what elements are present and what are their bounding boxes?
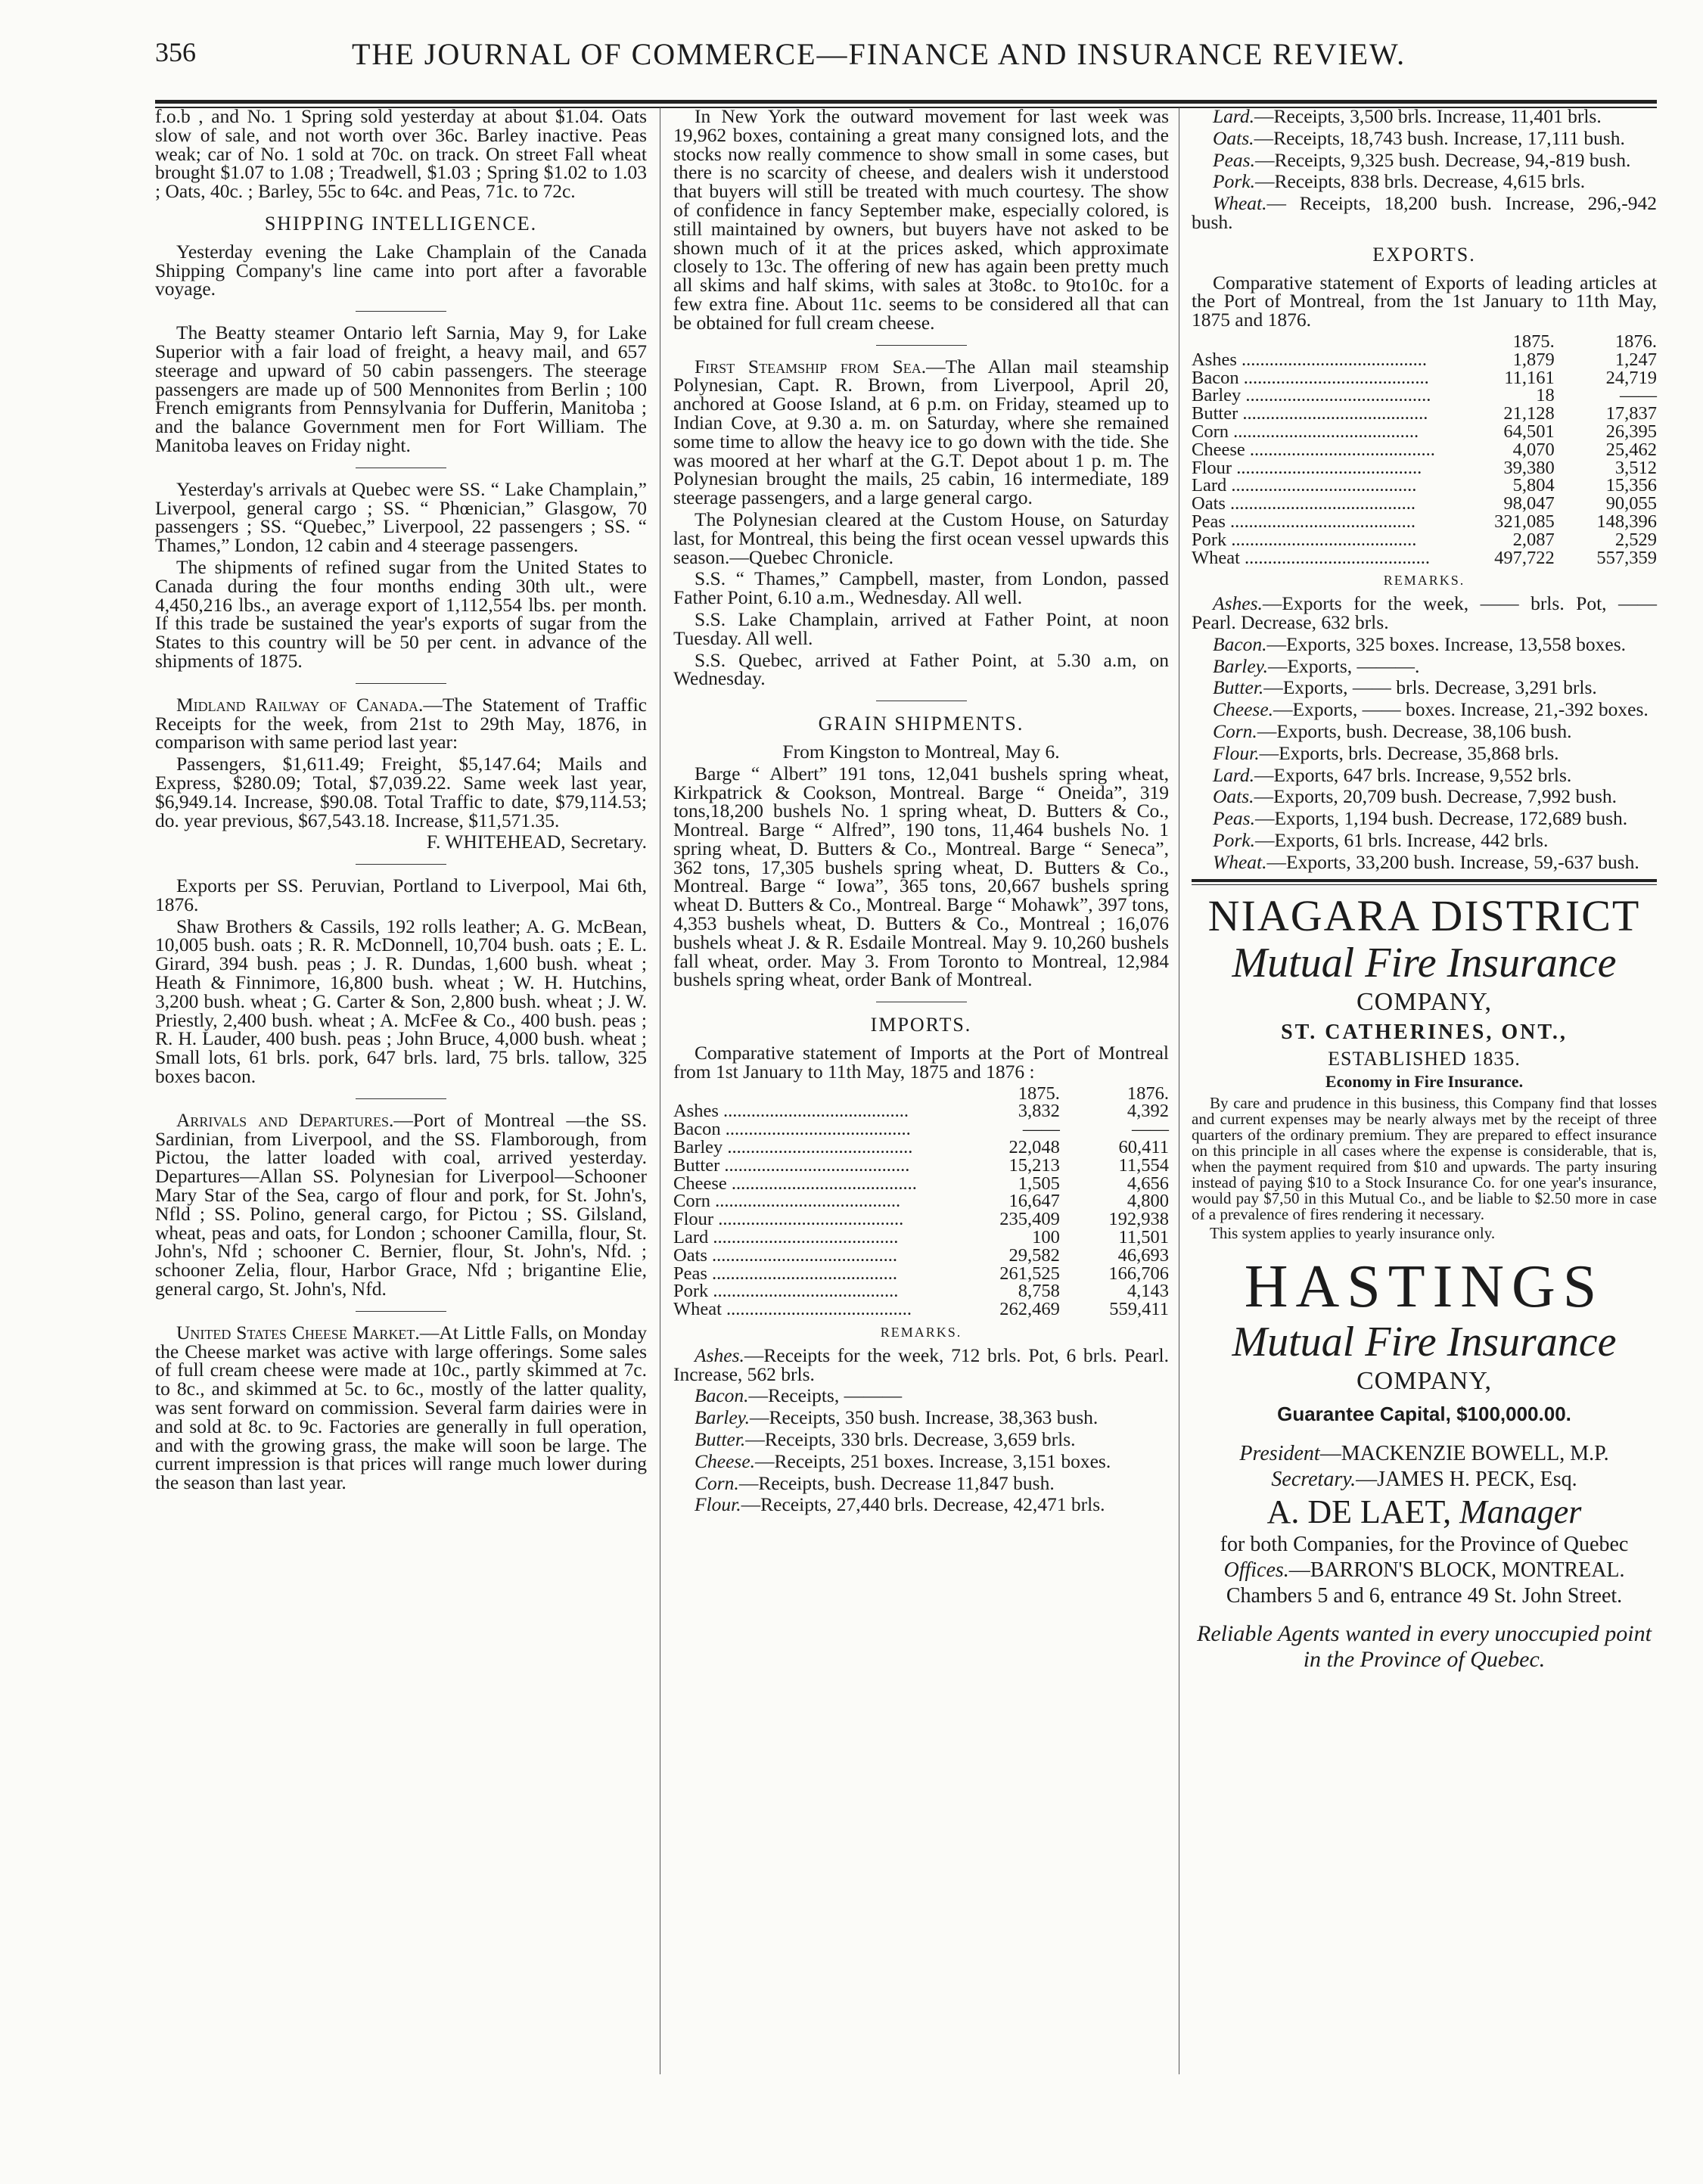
item-label: Butter ........................................ [673,1156,910,1175]
item-value: 4,656 [1127,1173,1169,1194]
remark-line [1192,676,1657,699]
item-value: 1,247 [1614,349,1657,370]
item-label: Butter ........................................ [1192,405,1428,423]
remark-text: —Exports, ———. [1267,654,1420,677]
divider [356,311,446,312]
remark-text: — Receipts, 18,200 bush. Increase, 296,-942 bush. [1192,192,1657,233]
grain-heading: GRAIN SHIPMENTS. [818,713,1024,735]
remark-text: —Exports, 61 brls. Increase, 442 brls. [1254,828,1549,851]
item-value: 21,128 [1503,403,1555,424]
remark-text: —Receipts, 3,500 brls. Increase, 11,401 brls. [1254,105,1602,127]
exports-table [1192,333,1657,567]
divider [356,683,446,684]
item-value: 39,380 [1503,457,1555,478]
remark-label: Bacon. [1213,632,1267,655]
remark-label: Cheese. [1213,698,1274,721]
manager-name: A. DE LAET, [1266,1493,1452,1531]
remark-text: —Exports, 20,709 bush. Decrease, 7,992 bush. [1254,785,1618,808]
remark-text: —Receipts, 838 brls. Decrease, 4,615 brls. [1254,170,1586,193]
niagara-established: ESTABLISHED 1835. [1328,1048,1521,1070]
year-header: 1876. [1614,331,1657,352]
remark-text: —Exports, brls. Decrease, 35,868 brls. [1259,741,1559,764]
remark-label: Ashes. [695,1344,744,1366]
remark-label: Oats. [1213,785,1254,808]
item-label: Pork ........................................ [673,1282,899,1301]
item-label: Barley ........................................ [1192,387,1431,405]
agents-wanted: Reliable Agents wanted in every unoccupied point in the Province of Quebec. [1197,1621,1652,1673]
remark-line [1192,632,1657,655]
remark-label: Ashes. [1213,592,1263,615]
item-value: 90,055 [1605,493,1657,514]
remark-label: Barley. [695,1406,750,1429]
remark-line [673,1428,1169,1450]
peruvian-para: Exports per SS. Peruvian, Portland to Liverpool, Mai 6th, 1876. [155,875,647,915]
remark-text: —Exports, —— boxes. Increase, 21,-392 boxes. [1273,698,1649,721]
hastings-script-title: Mutual Fire Insurance [1232,1319,1617,1366]
midland-para [155,693,647,753]
remark-text: —Exports for the week, —— brls. Pot, —— Pearl. Decrease, 632 brls. [1192,592,1657,633]
table-row [1192,351,1657,369]
cheese-lead: United States Cheese Market. [176,1321,420,1344]
quebec-para: S.S. Quebec, arrived at Father Point, at 5.30 a.m, on Wednesday. [673,648,1169,690]
sugar-para: The shipments of refined sugar from the United States to Canada during the four months ending 30th ult., were 4,450,216 lbs., an average export of 1,112,554 lbs. per month. If this trade be sustained the year's exports of sugar from the States to this country will be 50 per cent. in advance of the shipments of 1875. [155,555,647,672]
exports-heading: EXPORTS. [1372,243,1476,266]
remark-text: —Receipts, 330 brls. Decrease, 3,659 brls. [745,1428,1076,1450]
remark-label: Lard. [1213,763,1255,786]
remark-text: —Exports, —— brls. Decrease, 3,291 brls. [1263,676,1597,699]
item-value: 60,411 [1118,1137,1169,1158]
imports-table [673,1085,1169,1319]
arrivals-para [155,1108,647,1300]
remark-label: Bacon. [695,1384,749,1407]
item-label: Bacon ........................................ [673,1120,911,1139]
item-value: 3,512 [1614,457,1657,478]
column-2 [673,107,1169,1518]
item-label: Ashes ........................................ [1192,350,1428,369]
remark-label: Flour. [1213,741,1260,764]
table-row [673,1192,1169,1210]
item-value: 4,800 [1127,1191,1169,1212]
item-value: —— [1132,1119,1169,1140]
midland-text: —The Statement of Traffic Receipts for the week, from 21st to 29th May, 1876, in comparison with same period last year: [155,693,647,753]
ad-rule [1192,879,1657,885]
table-row [1192,405,1657,423]
hastings-title: HASTINGS [1244,1254,1605,1321]
steamship-lead: First Steamship from Sea. [695,355,927,377]
offices-label: Offices. [1223,1558,1289,1583]
offices-address: —BARRON'S BLOCK, MONTREAL. [1288,1558,1625,1583]
steamship-text: —The Allan mail steamship Polynesian, Capt. R. Brown, from Liverpool, April 20, anchored at Goose Island, at 6 p.m. on Friday, steamed up to Indian Cove, at 9.30 a. m. on Saturday, where she remained some time to allow the heavy ice to go down with the tide. She was moored at her wharf at the G.T. Depot about 1 p. m. The Polynesian brought the mails, 25 cabin, 16 intermediate, 189 steerage passengers, and a large general cargo. [673,355,1169,509]
arrivals-lead: Arrivals and Departures. [176,1108,394,1131]
manager-scope: for both Companies, for the Province of Quebec [1220,1533,1629,1557]
remark-text: —Receipts, 27,440 brls. Decrease, 42,471 brls. [741,1493,1105,1516]
niagara-note: This system applies to yearly insurance only. [1210,1224,1496,1243]
item-value: —— [1620,385,1657,406]
item-value: 557,359 [1596,547,1657,568]
niagara-body: By care and prudence in this business, this Company find that losses and current expenses may be nearly always met by the receipt of three quarters of the ordinary premium. They are prepared to effect insurance on this principle in all cases where the expense is considerable, that is, when the payment required from $10 and upwards. The party insuring instead of paying $10 to a Stock Insurance Co. for one year's insurance, would pay $7,50 in this Mutual Co., and be liable to $2.50 more in case of a prevalence of fires rendering it necessary. [1192,1094,1657,1224]
item-value: 4,143 [1127,1281,1169,1302]
remarks-heading: REMARKS. [1383,573,1465,589]
item-value: 2,529 [1614,529,1657,550]
table-row [1192,423,1657,441]
page-number: 356 [155,37,196,67]
shipping-para: Yesterday evening the Lake Champlain of the Canada Shipping Company's line came into port after a favorable voyage. [155,240,647,300]
secretary-line [1192,1467,1657,1493]
president-name: —MACKENZIE BOWELL, M.P. [1319,1442,1609,1466]
item-value: 262,469 [999,1299,1060,1320]
steamship-para [673,355,1169,509]
item-label: Oats ........................................ [1192,495,1416,513]
remark-label: Butter. [1213,676,1264,699]
item-label: Peas ........................................ [1192,512,1416,531]
divider [356,1098,446,1099]
remark-text: —Receipts, 350 bush. Increase, 38,363 bush. [749,1406,1099,1429]
remark-label: Cheese. [695,1449,756,1472]
table-row [673,1229,1169,1247]
item-label: Corn ........................................ [1192,422,1419,441]
remark-line [1192,850,1657,873]
polynesian-para: The Polynesian cleared at the Custom House, on Saturday last, for Montreal, this being the first ocean vessel upwards this season.—Quebec Chronicle. [673,508,1169,568]
column-1 [155,107,647,1496]
remark-label: Butter. [695,1428,746,1450]
item-label: Cheese ........................................ [673,1174,917,1193]
remark-label: Peas. [1213,807,1255,830]
remark-label: Barley. [1213,654,1268,677]
item-value: 166,706 [1108,1263,1169,1284]
remark-line [1192,785,1657,808]
item-value: 15,356 [1605,475,1657,496]
remark-line [1192,172,1657,191]
item-value: 22,048 [1008,1137,1060,1158]
item-label: Flour ........................................ [673,1210,904,1229]
item-value: 11,161 [1504,367,1555,388]
hastings-capital: Guarantee Capital, $100,000.00. [1277,1403,1571,1426]
divider [356,1311,446,1312]
item-label: Oats ........................................ [673,1246,898,1265]
cheese-text: —At Little Falls, on Monday the Cheese market was active with large offerings. Some sales of full cream cheese were made at 10c., partly skimmed at 7c. to 8c., and skimmed at 5c. to 6c., mostly of the latter quality, was sent forward on commission. Several farm dairies were in and sold at 8c. to 9c. Factories are generally in full operation, and with the growing grass, the make will soon be large. The current impression is that prices will range much lower during the season than last year. [155,1321,647,1494]
imports-intro: Comparative statement of Imports at the Port of Montreal from 1st January to 11th May, 1875 and 1876 : [673,1042,1169,1083]
item-label: Pork ........................................ [1192,530,1417,549]
shipping-heading: SHIPPING INTELLIGENCE. [264,212,538,235]
remark-line [673,1493,1169,1516]
remark-text: —Exports, 33,200 bush. Increase, 59,-637 bush. [1266,850,1639,873]
divider [876,345,967,346]
table-row [1192,441,1657,459]
item-label: Wheat ........................................ [1192,548,1431,567]
niagara-company: COMPANY, [1356,988,1493,1017]
remark-line [1192,809,1657,828]
item-value: 5,804 [1512,475,1555,496]
item-value: 261,525 [999,1263,1060,1284]
chambers-line: Chambers 5 and 6, entrance 49 St. John Street. [1226,1584,1623,1608]
president-label: President [1239,1442,1320,1466]
item-value: 64,501 [1503,421,1555,442]
table-row [673,1102,1169,1120]
niagara-tagline: Economy in Fire Insurance. [1325,1072,1524,1092]
table-row [1192,549,1657,567]
remark-line [673,1406,1169,1429]
remark-label: Wheat. [1213,192,1267,215]
remark-label: Corn. [1213,719,1257,742]
remark-label: Wheat. [1213,850,1267,873]
item-value: 29,582 [1008,1244,1060,1266]
remark-line [1192,592,1657,633]
midland-lead: Midland Railway of Canada. [176,693,424,716]
table-row [1192,477,1657,495]
remark-label: Corn. [695,1471,739,1494]
item-label: Wheat ........................................ [673,1300,912,1319]
remark-line [673,1449,1169,1472]
grain-list: Barge “ Albert” 191 tons, 12,041 bushels spring wheat, Kirkpatrick & Cookson, Montreal. Barge “ Oneida”, 319 tons,18,200 bushels No. 1 spring wheat, D. Butters & Co., Montreal. Barge “ Alfred”, 190 tons, 11,464 bushels No. 1 spring wheat, D. Butters & Co., Montreal. Barge “ Seneca”, 362 tons, 17,305 bushels spring wheat, D. Butters & Co., Montreal. Barge “ Iowa”, 365 tons, 20,667 bushels spring wheat D. Butters & Co., Montreal. Barge “ Mohawk”, 397 tons, 4,353 bushels wheat, D. Butters & Co., Montreal ; 16,076 bushels wheat J. & R. Esdaile Montreal. May 9. 10,260 bushels fall wheat, order. May 3. From Toronto to Montreal, 12,984 bushels spring wheat, order Bank of Montreal. [673,762,1169,991]
remark-text: —Receipts, 9,325 bush. Decrease, 94,-819 bush. [1254,148,1631,171]
remark-line [1192,107,1657,126]
remark-line [1192,194,1657,232]
remark-line [673,1344,1169,1385]
manager-line [1192,1493,1657,1532]
item-value: 11,554 [1118,1154,1169,1176]
remark-line [673,1471,1169,1494]
table-row [673,1210,1169,1229]
table-row [673,1300,1169,1319]
item-value: 26,395 [1605,421,1657,442]
imports-remarks-continued [1192,107,1657,232]
market-report: f.o.b , and No. 1 Spring sold yesterday at about $1.04. Oats slow of sale, and not worth over 36c. Barley inactive. Peas weak; car of No. 1 sold at 70c. on track. On street Fall wheat brought $1.07 to 1.08 ; Treadwell, $1.03 ; Spring $1.02 to 1.03 ; Oats, 40c. ; Barley, 55c to 64c. and Peas, 71c. to 72c. [155,105,647,203]
remark-label: Lard. [1213,105,1255,127]
item-value: 100 [1032,1227,1060,1248]
table-header-row [673,1085,1169,1103]
remarks-heading: REMARKS. [880,1325,962,1341]
year-header: 1876. [1127,1083,1169,1104]
manager-title: Manager [1459,1493,1582,1531]
secretary-label: Secretary. [1271,1468,1356,1492]
column-3 [1192,107,1657,1673]
table-row [673,1120,1169,1139]
thames-para: S.S. “ Thames,” Campbell, master, from London, passed Father Point, 6.10 a.m., Wednesday. All well. [673,567,1169,609]
item-label: Barley ........................................ [673,1139,913,1157]
item-label: Lard ........................................ [673,1229,899,1247]
item-value: 8,758 [1018,1281,1060,1302]
remark-text: —Exports, bush. Decrease, 38,106 bush. [1257,719,1572,742]
item-value: 11,501 [1118,1227,1169,1248]
secretary-name: —JAMES H. PECK, Esq. [1356,1468,1577,1492]
divider [356,864,446,865]
remark-text: —Receipts, 18,743 bush. Increase, 17,111 bush. [1254,126,1625,149]
item-value: 18 [1536,385,1555,406]
grain-route: From Kingston to Montreal, May 6. [782,740,1060,763]
remark-text: —Exports, 647 brls. Increase, 9,552 brls. [1254,763,1572,786]
item-label: Peas ........................................ [673,1264,898,1283]
item-value: 148,396 [1596,511,1657,532]
table-row [1192,495,1657,513]
year-header: 1875. [1512,331,1555,352]
niagara-ad [1192,893,1657,1241]
remark-line [1192,698,1657,721]
page-header [155,36,1657,74]
item-value: 4,392 [1127,1101,1169,1122]
remark-label: Flour. [695,1493,741,1516]
remark-text: —Exports, 1,194 bush. Decrease, 172,689 bush. [1254,807,1628,830]
year-header: 1875. [1018,1083,1060,1104]
item-value: 321,085 [1494,511,1555,532]
table-row [673,1247,1169,1265]
item-label: Bacon ........................................ [1192,368,1429,387]
item-value: 497,722 [1494,547,1555,568]
niagara-place: ST. CATHERINES, ONT., [1281,1021,1568,1045]
table-row [673,1282,1169,1300]
offices-line [1192,1558,1657,1583]
exports-intro: Comparative statement of Exports of leading articles at the Port of Montreal, from the 1st January to 11th May, 1875 and 1876. [1192,271,1657,331]
niagara-title: NIAGARA DISTRICT [1207,891,1641,941]
imports-remarks [673,1344,1169,1516]
table-row [673,1139,1169,1157]
remark-line [1192,763,1657,786]
item-value: 4,070 [1512,439,1555,460]
item-value: 16,647 [1008,1191,1060,1212]
item-value: 17,837 [1605,403,1657,424]
hastings-company: COMPANY, [1356,1367,1493,1396]
president-line [1192,1441,1657,1467]
item-value: 15,213 [1008,1154,1060,1176]
item-value: 192,938 [1108,1209,1169,1230]
imports-heading: IMPORTS. [870,1014,972,1036]
item-label: Corn ........................................ [673,1192,901,1211]
table-row [1192,369,1657,387]
remark-text: —Receipts, ——— [748,1384,903,1407]
journal-title: THE JOURNAL OF COMMERCE—FINANCE AND INSURANCE REVIEW. [352,37,1406,71]
remark-line [1192,126,1657,149]
item-value: 24,719 [1605,367,1657,388]
quebec-arrivals: Yesterday's arrivals at Quebec were SS. “ Lake Champlain,” Liverpool, general cargo ; SS. “ Phœnician,” Glasgow, 70 passengers ; SS. “Quebec,” Liverpool, 22 passengers ; SS. “ Thames,” London, 12 cabin and 4 steerage passengers. [155,477,647,557]
table-row [673,1175,1169,1193]
remark-text: —Receipts for the week, 712 brls. Pot, 6 brls. Pearl. Increase, 562 brls. [673,1344,1169,1385]
item-label: Cheese ........................................ [1192,440,1435,459]
remark-label: Pork. [1213,170,1255,193]
item-value: 1,879 [1512,349,1555,370]
item-value: 559,411 [1109,1299,1169,1320]
item-value: 98,047 [1503,493,1555,514]
item-value: —— [1022,1119,1060,1140]
table-row [1192,459,1657,477]
peruvian-list: Shaw Brothers & Cassils, 192 rolls leather; A. G. McBean, 10,005 bush. oats ; R. R. McDonnell, 10,704 bush. oats ; E. L. Girard, 394 bush. peas ; J. R. Dundas, 1,600 bush. wheat ; Heath & Finnimore, 16,800 bush. wheat ; W. H. Hutchins, 3,200 bush. wheat ; G. Carter & Son, 2,800 bush. wheat ; J. W. Priestly, 2,400 bush. wheat ; A. McFee & Co., 400 bush. peas ; R. H. Lauder, 400 bush. peas ; John Bruce, 4,000 bush. wheat ; Small lots, 61 brls. pork, 647 brls. lard, 75 brls. tallow, 325 boxes bacon. [155,915,647,1088]
remark-label: Oats. [1213,126,1254,149]
item-value: 1,505 [1018,1173,1060,1194]
table-row [673,1157,1169,1175]
hastings-ad [1192,1255,1657,1673]
remark-label: Pork. [1213,828,1255,851]
item-value: 46,693 [1117,1244,1169,1266]
remark-line [1192,148,1657,171]
table-row [673,1265,1169,1283]
champlain-para: S.S. Lake Champlain, arrived at Father Point, at noon Tuesday. All well. [673,607,1169,649]
remark-line [1192,719,1657,742]
item-value: 2,087 [1512,529,1555,550]
midland-figures: Passengers, $1,611.49; Freight, $5,147.64; Mails and Express, $280.09; Total, $7,039.22. Same week last year, $6,949.14. Increase, $90.08. Total Traffic to date, $79,114.53; do. year previous, $67,543.18. Increase, $11,571.35. [155,753,647,831]
item-label: Ashes ........................................ [673,1102,909,1121]
item-value: 235,409 [999,1209,1060,1230]
table-row [1192,387,1657,405]
remark-line [1192,741,1657,764]
table-header-row [1192,333,1657,351]
item-value: 3,832 [1018,1101,1060,1122]
remark-line [1192,828,1657,851]
remark-line [673,1384,1169,1407]
midland-signature: F. WHITEHEAD, Secretary. [426,831,647,853]
remark-text: —Receipts, bush. Decrease 11,847 bush. [738,1471,1055,1494]
remark-text: —Exports, 325 boxes. Increase, 13,558 boxes. [1266,632,1627,655]
cheese-para [155,1321,647,1494]
table-row [1192,531,1657,549]
table-row [1192,513,1657,531]
item-label: Flour ........................................ [1192,458,1422,477]
item-label: Lard ........................................ [1192,477,1417,496]
remark-line [1192,654,1657,677]
remark-text: —Receipts, 251 boxes. Increase, 3,151 boxes. [755,1449,1111,1472]
shipping-para: The Beatty steamer Ontario left Sarnia, May 9, for Lake Superior with a fair load of freight, a heavy mail, and 657 steerage and upward of 50 cabin passengers. The steerage passengers are made up of 500 Mennonites from Berlin ; 100 French emigrants from Pennsylvania for Dufferin, Manitoba ; and the balance Government men for Fort William. The Manitoba leaves on Friday night. [155,322,647,456]
remark-label: Peas. [1213,148,1255,171]
ny-cheese-para: In New York the outward movement for last week was 19,962 boxes, containing a great many consigned lots, and the stocks now really commence to show small in some cases, but there is no scarcity of cheese, and dealers wish it understood that buyers will still be treated with much courtesy. The show of confidence in fancy September make, especially colored, is still maintained by owners, but buyers have not asked to be shown much of it at the prices asked, which approximate closely to 13c. The offering of new has again been pretty much all skims and half skims, with sales at 3to8c. to 9to10c. for a few extra fine. About 11c. seems to be considered all that can be obtained for full cream cheese. [673,105,1169,334]
niagara-script-title: Mutual Fire Insurance [1232,940,1617,987]
item-value: 25,462 [1605,439,1657,460]
arrivals-text: —Port of Montreal —the SS. Sardinian, from Liverpool, and the SS. Flamborough, from Pictou, the latter loaded with coal, arrived yesterday. Departures—Allan SS. Polynesian for Liverpool—Schooner Mary Star of the Sea, cargo of flour and pork, for St. John's, Nfld ; SS. Polino, general cargo, for Pictou ; SS. Gilsland, wheat, peas and oats, for London ; schooner Camilla, flour, St. John's, Nfd ; schooner C. Bernier, flour, St. John's, Nfd. ; schooner Zelia, flour, Harbor Grace, Nfd ; brigantine Elie, general cargo, St. John's, Nfd. [155,1108,647,1300]
exports-remarks [1192,592,1657,873]
